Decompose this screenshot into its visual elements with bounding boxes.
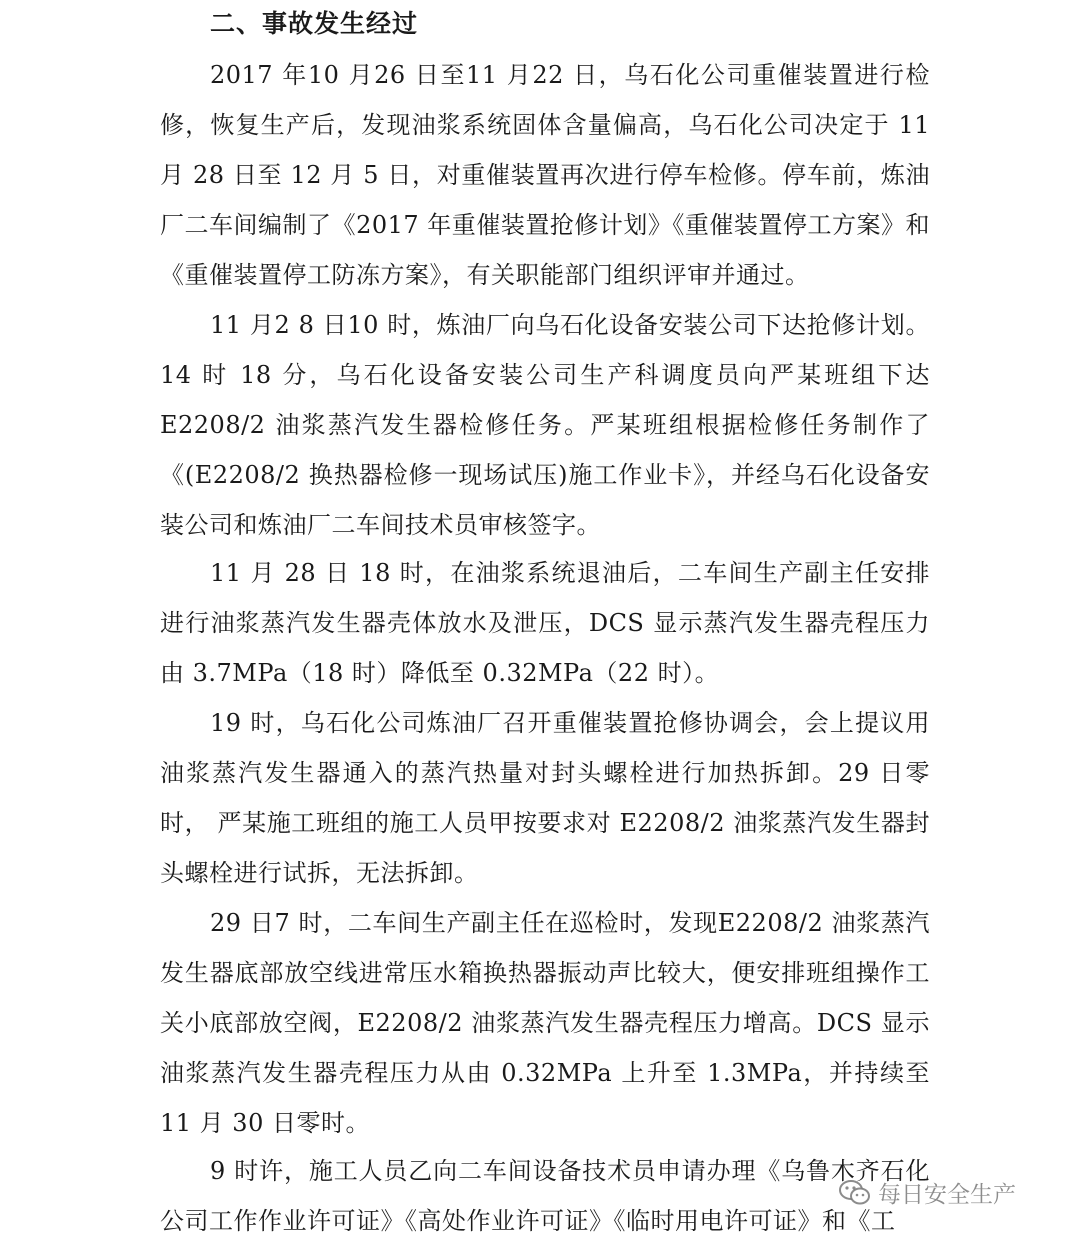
paragraph-5: 29 日7 时，二车间生产副主任在巡检时，发现E2208/2 油浆蒸汽发生器底部放空线进常压水箱换热器振动声比较大，便安排班组操作工关小底部放空阀，E2208/2 油浆蒸汽发生器壳程压力增高。DCS 显示油浆蒸汽发生器壳程压力从由 0.32MPa 上升至 1.3MPa，并持续至 11 月 30 日零时。 [160,909,930,1137]
paragraph-3: 11 月 28 日 18 时，在油浆系统退油后，二车间生产副主任安排进行油浆蒸汽发生器壳体放水及泄压，DCS 显示蒸汽发生器壳程压力由 3.7MPa（18 时）降低至 0.32MPa（22 时）。 [160,559,930,687]
paragraph-1: 2017 年10 月26 日至11 月22 日，乌石化公司重催装置进行检修，恢复生产后，发现油浆系统固体含量偏高，乌石化公司决定于 11 月 28 日至 12 月 5 日，对重催装置再次进行停车检修。停车前，炼油厂二车间编制了《2017 年重催装置抢修计划》《重催装置停工方案》和《重催装置停工防冻方案》，有关职能部门组织评审并通过。 [160,61,930,289]
paragraph-2: 11 月2 8 日10 时，炼油厂向乌石化设备安装公司下达抢修计划。14 时 18 分，乌石化设备安装公司生产科调度员向严某班组下达 E2208/2 油浆蒸汽发生器检修任务。严某班组根据检修任务制作了《(E2208/2 换热器检修一现场试压)施工作业卡》，并经乌石化设备安装公司和炼油厂二车间技术员审核签字。 [160,311,930,539]
paragraph-6: 9 时许，施工人员乙向二车间设备技术员申请办理《乌鲁木齐石化公司工作作业许可证》《高处作业许可证》《临时用电许可证》和《工 [160,1157,930,1235]
watermark [838,1176,1016,1209]
section-heading: 二、事故发生经过 [210,9,419,38]
watermark-text: 每日安全生产 [878,1182,1016,1208]
paragraph-4: 19 时，乌石化公司炼油厂召开重催装置抢修协调会，会上提议用油浆蒸汽发生器通入的蒸汽热量对封头螺栓进行加热拆卸。29 日零时， 严某施工班组的施工人员甲按要求对 E2208/2 油浆蒸汽发生器封头螺栓进行试拆，无法拆卸。 [160,709,930,887]
wechat-icon [838,1178,872,1208]
